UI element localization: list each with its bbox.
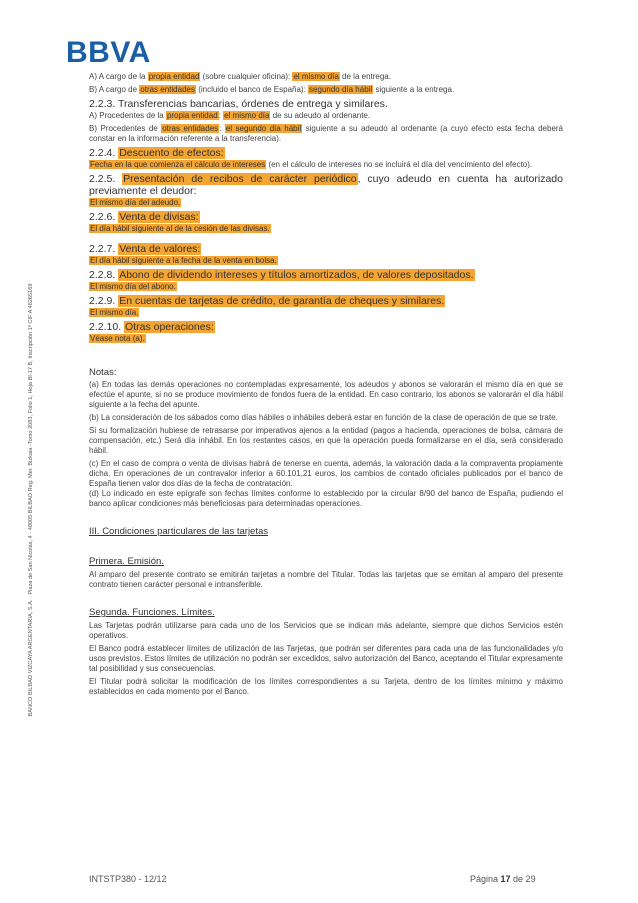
highlight: El mismo día del adeudo. <box>90 198 181 207</box>
highlight: En cuentas de tarjetas de crédito, de garantía de cheques y similares. <box>119 295 445 307</box>
paragraph-a-entrega: A) A cargo de la propia entidad (sobre cualquier oficina): el mismo día de la entrega. <box>89 72 391 81</box>
highlight: el segundo día hábil <box>225 124 302 133</box>
heading-2-2-7: 2.2.7. Venta de valores: <box>89 243 201 255</box>
nota-b: (b) La consideración de los sábados como días hábiles o inhábiles deberá estar en función de la clase de operación de que se trate. <box>89 413 558 422</box>
paragraph-recibos <box>89 198 563 208</box>
paragraph-descuento: Fecha en la que comienza el cálculo de intereses (en el cálculo de intereses no se incluirá el día del vencimiento del efecto). <box>90 160 533 169</box>
paragraph-divisas <box>89 224 563 234</box>
section-3-title: III. Condiciones particulares de las tarjetas <box>89 526 269 537</box>
highlight: Venta de valores: <box>119 243 201 255</box>
heading-2-2-3: 2.2.3. Transferencias bancarias, órdenes de entrega y similares. <box>89 98 388 110</box>
highlight: Abono de dividendo intereses y títulos amortizados, de valores depositados. <box>119 269 474 281</box>
heading-2-2-4: 2.2.4. Descuento de efectos: <box>89 147 224 159</box>
segunda-paragraph-2: El Banco podrá establecer límites de utilización de las Tarjetas, que podrán ser diferentes para cada una de las funcionalidades y/o usos previstos. Estos límites de utilización no podrán ser excedidos, salvo autorización del Banco, aceptando el Titular expresamente tal posibilidad y sus consecuencias. <box>89 644 563 673</box>
paragraph-b-entrega: B) A cargo de otras entidades (incluido el banco de España): segundo día hábil siguiente a la entrega. <box>89 85 455 94</box>
heading-2-2-6: 2.2.6. Venta de divisas: <box>89 211 199 223</box>
primera-text: Al amparo del presente contrato se emitirán tarjetas a nombre del Titular. Todas las tarjetas que se emitan al amparo del presente contrato tienen carácter personal e intransferible. <box>89 570 563 589</box>
highlight: El mismo día del abono. <box>90 282 176 291</box>
segunda-title: Segunda. Funciones. Límites. <box>89 607 215 618</box>
highlight: El día hábil siguiente al de la cesión de las divisas. <box>90 224 270 233</box>
highlight: Presentación de recibos de carácter periódico <box>123 173 357 185</box>
highlight: El mismo día. <box>90 308 139 317</box>
notas-title: Notas: <box>89 367 117 378</box>
paragraph-a-transferencia: A) Procedentes de la propia entidad: el mismo día de su adeudo al ordenante. <box>89 111 371 120</box>
heading-2-2-9: 2.2.9. En cuentas de tarjetas de crédito, de garantía de cheques y similares. <box>89 295 445 307</box>
document-body <box>89 72 563 700</box>
paragraph-tarjetas-credito <box>89 308 563 318</box>
nota-c: (c) En el caso de compra o venta de divisas habrá de tenerse en cuenta, además, la valoración dada a la compraventa propiamente dicha. En operaciones de un contravalor inferior a 60.101,21 euros, los cambios de contado oficiales publicados por el banco de España tienen valor dos días de la fecha de contratación. <box>89 459 563 488</box>
heading-2-2-8: 2.2.8. Abono de dividendo intereses y títulos amortizados, de valores depositados. <box>89 269 474 281</box>
highlight: otras entidades <box>140 85 195 94</box>
highlight: Venta de divisas: <box>119 211 199 223</box>
highlight: propia entidad <box>166 111 218 120</box>
legal-sidebar <box>18 240 44 760</box>
primera-title: Primera. Emisión. <box>89 556 164 567</box>
heading-2-2-10: 2.2.10. Otras operaciones: <box>89 321 214 333</box>
nota-d: (d) Lo indicado en este epígrafe son fechas límites conforme lo establecido por la circular 8/90 del banco de España, pudiendo el banco aplicar condiciones más beneficiosas para determinadas operaciones. <box>89 489 563 508</box>
highlight: otras entidades <box>162 124 219 133</box>
legal-sidebar-text: BANCO BILBAO VIZCAYA ARGENTARIA, S.A. · Plaza de San Nicolás, 4 · 48005 BILBAO Reg. Mer. Bizkaia -Tomo 2083, Folio 1, Hoja BI-17 B, Inscripción 1ª CIF A 48265169 <box>28 283 34 717</box>
highlight: propia entidad <box>148 72 200 81</box>
heading-2-2-5: 2.2.5. Presentación de recibos de carácter periódico, cuyo adeudo en cuenta ha autorizado previamente el deudor: <box>89 173 563 197</box>
document-code: INTSTP380 - 12/12 <box>89 874 167 884</box>
segunda-paragraph-3: El Titular podrá solicitar la modificación de los límites correspondientes a su Tarjeta, dentro de los límites mínimo y máximo establecidos en cada momento por el Banco. <box>89 677 563 696</box>
highlight: el mismo día <box>293 72 339 81</box>
nota-a: (a) En todas las demás operaciones no contempladas expresamente, los adeudos y abonos se valorarán el mismo día en que se efectúe el apunte, si no se produce movimiento de fondos fuera de la entidad. En caso contrario, los abonos se valorarán el día hábil siguiente a la fecha del apunte. <box>89 380 563 409</box>
highlight: El día hábil siguiente a la fecha de la venta en bolsa. <box>90 256 277 265</box>
highlight: segundo día hábil <box>309 85 373 94</box>
paragraph-otras <box>89 334 563 344</box>
page-number: Página 17 de 29 <box>470 874 536 884</box>
highlight: el mismo día <box>224 111 270 120</box>
paragraph-valores <box>89 256 563 266</box>
paragraph-b-transferencia: B) Procedentes de otras entidades: el segundo día hábil siguiente a su adeudo al ordenante (a cuyo efecto esta fecha deberá constar en la información referente a la transferencia). <box>89 124 564 143</box>
paragraph-abono <box>89 282 563 292</box>
segunda-paragraph-1: Las Tarjetas podrán utilizarse para cada uno de los Servicios que se indican más adelante, siempre que dichos Servicios estén operativos. <box>89 621 563 640</box>
nota-b-2: Si su formalización hubiese de retrasarse por imperativos ajenos a la entidad (pagos a hacienda, operaciones de bolsa, cámara de compensación, etc.) Será día inhábil. En los restantes casos, en que la operación pueda formalizarse en el día, será considerado hábil. <box>89 426 563 455</box>
bbva-logo: BBVA <box>66 36 151 69</box>
highlight: Fecha en la que comienza el cálculo de intereses <box>90 160 266 169</box>
highlight: Descuento de efectos: <box>119 147 224 159</box>
highlight: Otras operaciones: <box>125 321 214 333</box>
highlight: Véase nota (a). <box>90 334 145 343</box>
